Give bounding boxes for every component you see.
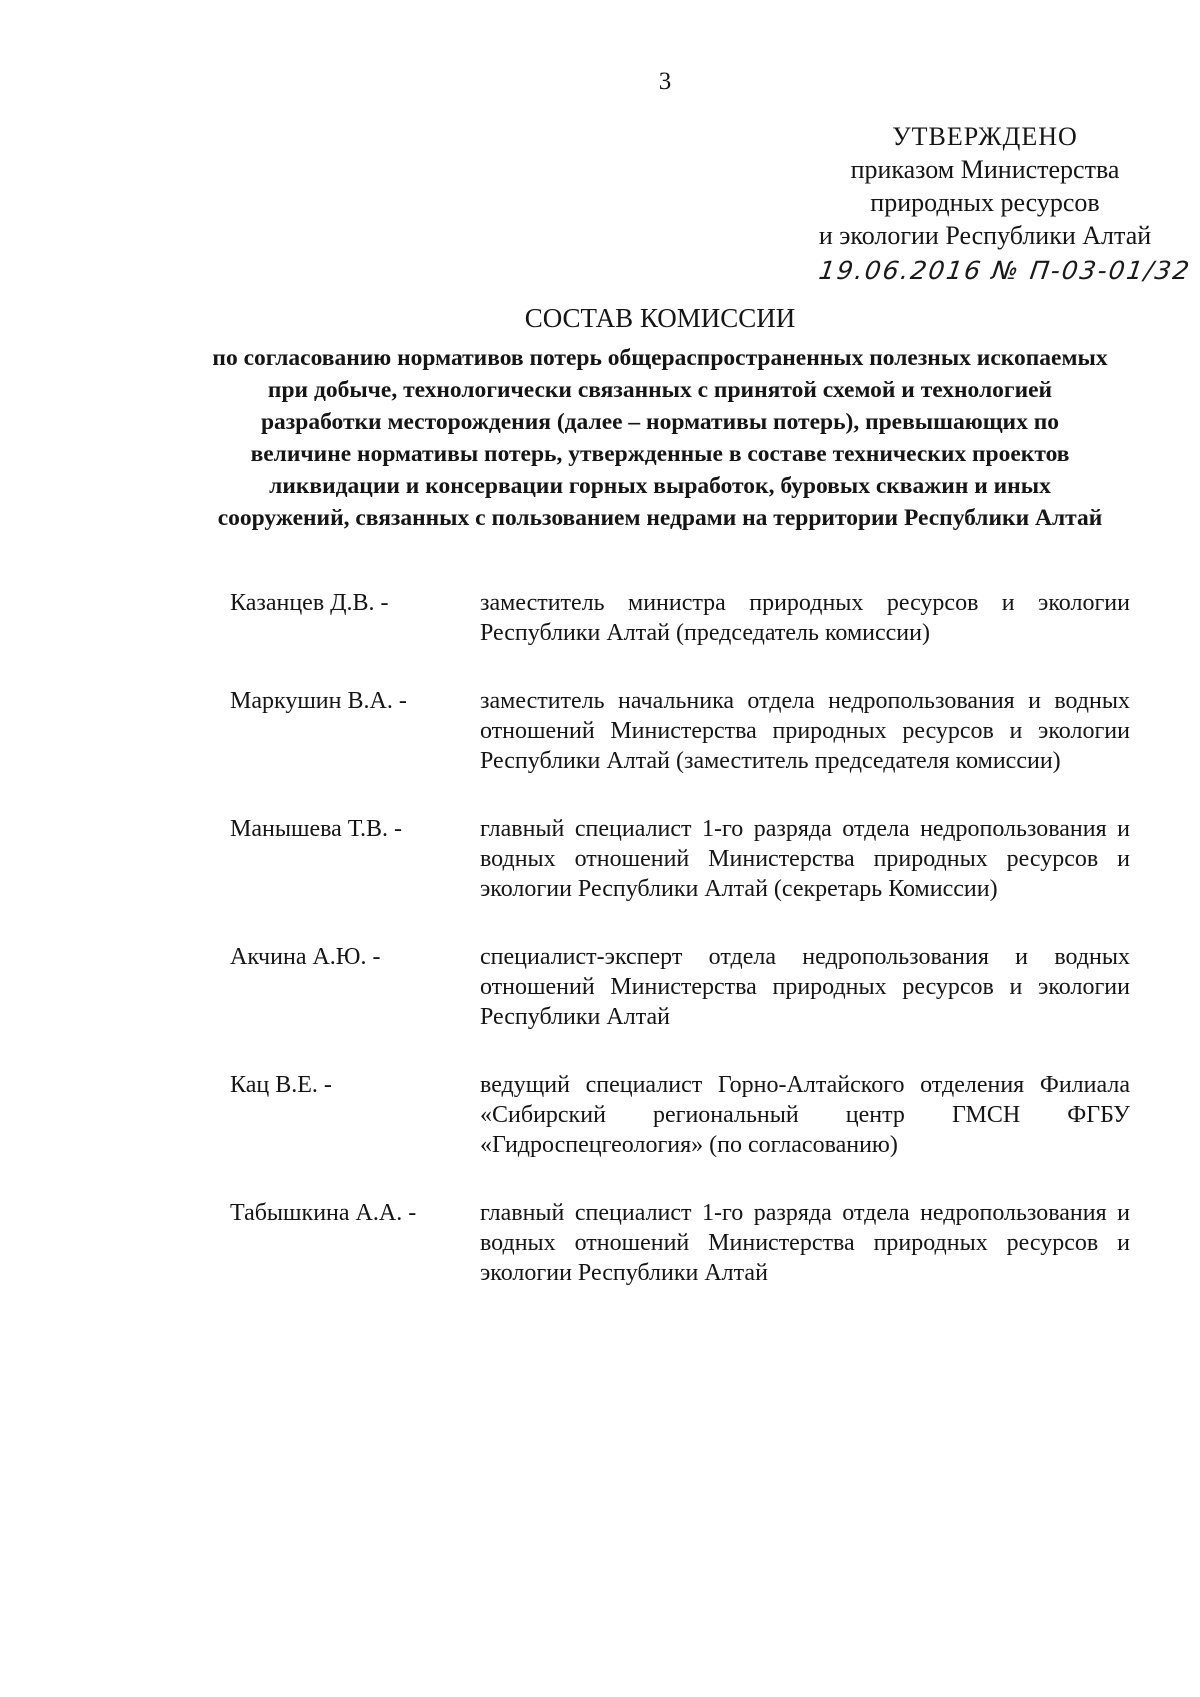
approval-line: природных ресурсов — [870, 188, 1100, 217]
title-block — [180, 300, 1140, 534]
member-name: Маркушин В.А. - — [230, 688, 407, 714]
member-row — [230, 686, 1130, 776]
member-name: Табышкина А.А. - — [230, 1200, 417, 1226]
document-subtitle — [180, 342, 1140, 534]
subtitle-line: по согласованию нормативов потерь общераспространенных полезных ископаемых — [212, 345, 1108, 371]
subtitle-line: при добыче, технологически связанных с принятой схемой и технологией — [267, 377, 1053, 403]
member-role: главный специалист 1-го разряда отдела недропользования и водных отношений Министерства природных ресурсов и экологии Республики Алтай — [480, 1200, 1130, 1286]
document-title: СОСТАВ КОМИССИИ — [524, 303, 796, 333]
subtitle-line: величине нормативы потерь, утвержденные в составе технических проектов — [250, 441, 1070, 467]
handwritten-date-number: 19.06.2016 № П-03-01/32 — [817, 256, 1193, 285]
member-role: заместитель министра природных ресурсов и экологии Республики Алтай (председатель комиссии) — [480, 590, 1130, 646]
approval-line: приказом Министерства — [850, 155, 1120, 184]
member-name: Акчина А.Ю. - — [230, 944, 381, 970]
member-role: главный специалист 1-го разряда отдела недропользования и водных отношений Министерства природных ресурсов и экологии Республики Алтай (секретарь Комиссии) — [480, 816, 1130, 902]
member-name: Казанцев Д.В. - — [230, 590, 389, 616]
member-role: ведущий специалист Горно-Алтайского отделения Филиала «Сибирский региональный центр ГМСН ФГБУ «Гидроспецгеология» (по согласованию) — [480, 1072, 1130, 1158]
page-number: 3 — [658, 68, 672, 95]
member-row — [230, 1070, 1130, 1160]
members-list — [230, 588, 1130, 1326]
member-role: заместитель начальника отдела недропользования и водных отношений Министерства природных ресурсов и экологии Республики Алтай (заместитель председателя комиссии) — [480, 688, 1130, 774]
subtitle-line: ликвидации и консервации горных выработок, буровых скважин и иных — [269, 473, 1051, 499]
member-row — [230, 814, 1130, 904]
approval-line: и экологии Республики Алтай — [818, 221, 1152, 250]
member-role: специалист-эксперт отдела недропользования и водных отношений Министерства природных ресурсов и экологии Республики Алтай — [480, 944, 1130, 1030]
approval-block — [760, 120, 1200, 287]
member-row — [230, 1198, 1130, 1288]
member-row — [230, 588, 1130, 648]
approval-stamp: УТВЕРЖДЕНО — [892, 122, 1078, 151]
member-name: Манышева Т.В. - — [230, 816, 403, 842]
subtitle-line: разработки месторождения (далее – нормативы потерь), превышающих по — [260, 409, 1059, 435]
member-row — [230, 942, 1130, 1032]
subtitle-line: сооружений, связанных с пользованием недрами на территории Республики Алтай — [217, 505, 1103, 531]
member-name: Кац В.Е. - — [230, 1072, 332, 1098]
